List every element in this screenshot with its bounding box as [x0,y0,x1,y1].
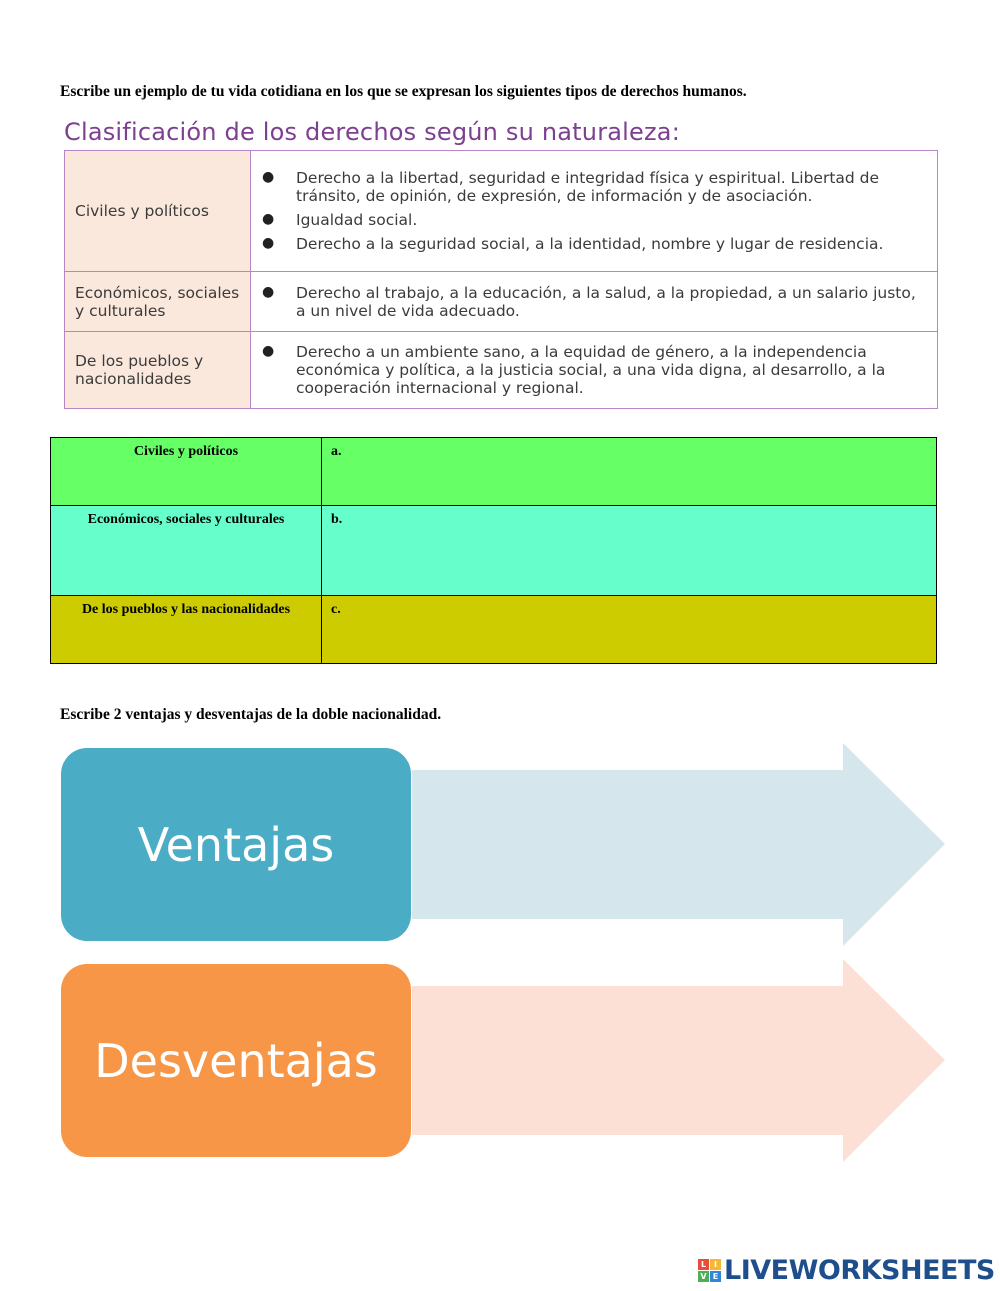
list-item: ● Derecho a la libertad, seguridad e integridad física y espiritual. Libertad de tránsito, de opinión, de expresión, de información y de asociación. [262,169,880,205]
category-description [251,332,938,409]
classification-row [65,332,938,409]
list-item: ● Derecho al trabajo, a la educación, a la salud, a la propiedad, a un salario justo, a un nivel de vida adecuado. [262,283,916,320]
table-row [51,596,937,664]
category-economicos: Económicos, sociales y culturales [65,272,251,332]
ventajas-answer-arrow[interactable] [412,743,945,946]
logo-letter: I [710,1259,721,1270]
classification-title: Clasificación de los derechos según su naturaleza: [64,118,680,146]
answer-row-label: Civiles y políticos [51,438,322,506]
list-item: ● Derecho a un ambiente sano, a la equidad de género, a la independencia económica y política, a la justicia social, a una vida digna, al desarrollo, a la cooperación internacional y regional. [262,343,886,397]
logo-letter: V [698,1271,709,1282]
bullet-icon: ● [262,343,275,359]
instruction-nationality: Escribe 2 ventajas y desventajas de la doble nacionalidad. [60,706,442,723]
instruction-examples: Escribe un ejemplo de tu vida cotidiana en los que se expresan los siguientes tipos de derechos humanos. [60,83,747,100]
logo-letter: L [698,1259,709,1270]
desventajas-box: Desventajas [61,964,411,1157]
classification-table [64,150,938,409]
category-description [251,272,938,332]
answer-row-label: Económicos, sociales y culturales [51,506,322,596]
table-row [51,506,937,596]
ventajas-arrow-shape [412,743,945,946]
classification-row [65,151,938,272]
bullet-icon: ● [262,235,275,251]
bullet-icon: ● [262,211,275,227]
desventajas-arrow-shape [412,959,945,1162]
answer-table [50,437,937,664]
category-description [251,151,938,272]
classification-row [65,272,938,332]
answer-field-a[interactable]: a. [322,438,937,506]
answer-field-c[interactable]: c. [322,596,937,664]
bullet-icon: ● [262,283,275,300]
list-item: ● Derecho a la seguridad social, a la identidad, nombre y lugar de residencia. [262,235,884,253]
category-civiles: Civiles y políticos [65,151,251,272]
liveworksheets-text: LIVEWORKSHEETS [724,1254,995,1286]
category-pueblos: De los pueblos y nacionalidades [65,332,251,409]
list-item: ● Igualdad social. [262,211,418,229]
logo-letter: E [710,1271,721,1282]
desventajas-answer-arrow[interactable] [412,959,945,1162]
answer-field-b[interactable]: b. [322,506,937,596]
answer-row-label: De los pueblos y las nacionalidades [51,596,322,664]
ventajas-box: Ventajas [61,748,411,941]
table-row [51,438,937,506]
liveworksheets-logo [698,1254,995,1286]
liveworksheets-icon [698,1259,721,1282]
bullet-icon: ● [262,169,275,185]
